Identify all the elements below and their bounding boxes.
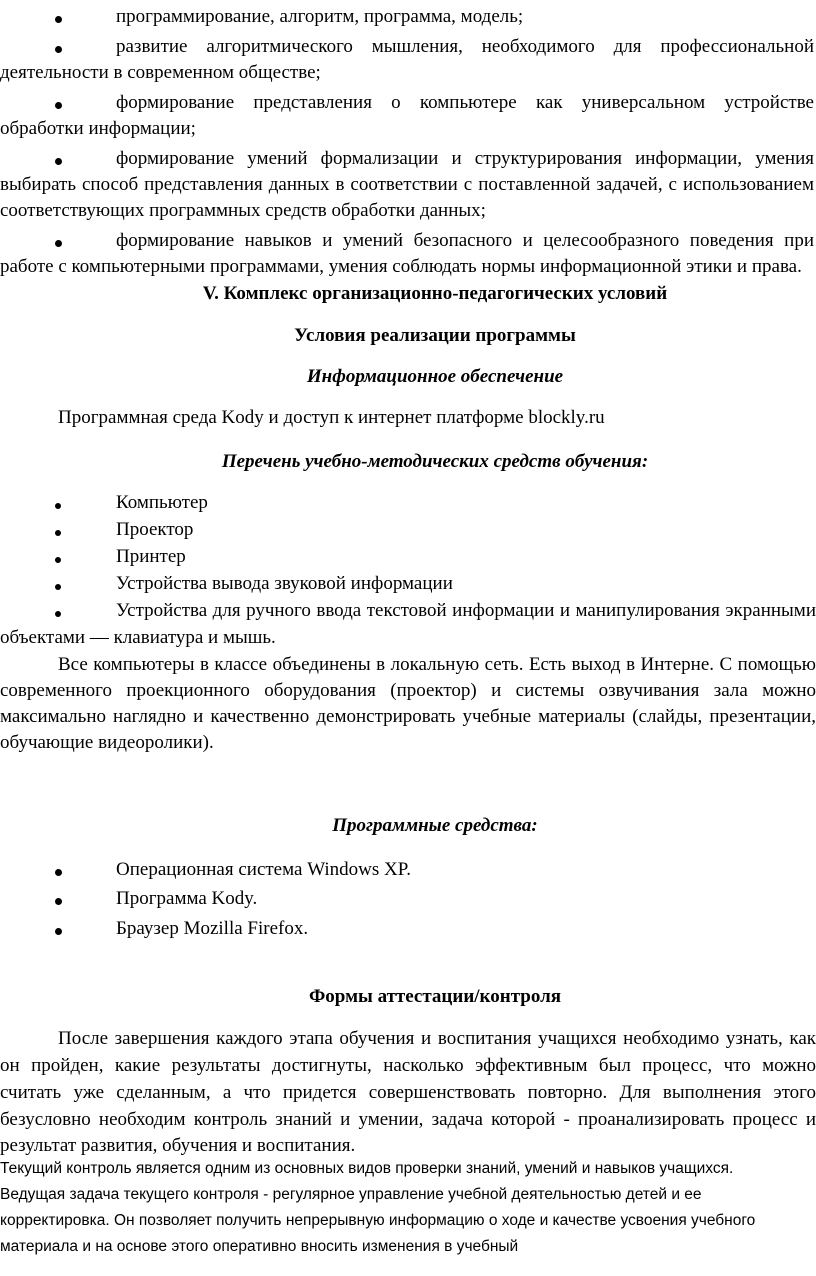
goal-item	[0, 230, 816, 256]
tool-item	[0, 519, 816, 545]
info-title: Информационное обеспечение	[306, 366, 564, 387]
software-text: Браузер Mozilla Firefox.	[116, 918, 309, 939]
goal-text-cont: обработки информации;	[0, 118, 196, 139]
bullet-icon	[55, 16, 62, 23]
software-text: Операционная система Windows XP.	[116, 859, 411, 880]
bullet-icon	[55, 869, 62, 876]
tool-text: Компьютер	[116, 492, 208, 513]
current-para-line: корректировка. Он позволяет получить непрерывную информацию о ходе и качестве усвоения учебного	[0, 1212, 756, 1229]
bullet-icon	[55, 611, 61, 617]
tool-text: Устройства вывода звуковой информации	[116, 573, 453, 594]
forms-para-line: безусловно необходим контроль знаний и умении, задача которой - проанализировать процесс и	[0, 1109, 816, 1130]
current-para-line: Текущий контроль является одним из основных видов проверки знаний, умений и навыков учащихся.	[0, 1160, 734, 1177]
current-para-line: материала и на основе этого оперативно вносить изменения в учебный	[0, 1238, 519, 1255]
goal-text-cont: выбирать способ представления данных в соответствии с поставленной задачей, с использованием	[0, 174, 814, 195]
conditions-title: Условия реализации программы	[294, 325, 576, 346]
goal-text-cont: деятельности в современном обществе;	[0, 62, 321, 83]
tool-item	[0, 492, 816, 518]
forms-para-line: результат развития, обучения и воспитания.	[0, 1135, 356, 1156]
bullet-icon	[55, 928, 62, 935]
goal-item	[0, 148, 816, 174]
forms-para-line: он пройден, какие результаты достигнуты, насколько эффективным был процесс, что можно	[0, 1055, 816, 1076]
software-item	[0, 859, 816, 885]
network-para-line: максимально наглядно и качественно демонстрировать учебные материалы (слайды, презентации,	[0, 706, 816, 727]
goal-text-cont: работе с компьютерными программами, умения соблюдать нормы информационной этики и права.	[0, 256, 802, 277]
bullet-icon	[55, 557, 61, 563]
forms-para-line: считать уже сделанным, а что придется совершенствовать повторно. Для выполнения этого	[0, 1082, 816, 1103]
bullet-icon	[55, 503, 61, 509]
forms-title: Формы аттестации/контроля	[308, 986, 562, 1007]
tool-item	[0, 546, 816, 572]
goal-text: программирование, алгоритм, программа, модель;	[116, 6, 524, 27]
tool-item	[0, 600, 816, 626]
bullet-icon	[55, 240, 62, 247]
tool-text: Принтер	[116, 546, 186, 567]
current-para-line: Ведущая задача текущего контроля - регулярное управление учебной деятельностью детей и ее	[0, 1186, 702, 1203]
bullet-icon	[55, 898, 62, 905]
software-item	[0, 918, 816, 944]
network-para-line: современного проекционного оборудования (проектор) и системы озвучивания зала можно	[0, 680, 816, 701]
forms-para-line: После завершения каждого этапа обучения и воспитания учащихся необходимо узнать, как	[58, 1028, 816, 1049]
bullet-icon	[55, 158, 62, 165]
goal-text-cont: соответствующих программных средств обработки данных;	[0, 200, 486, 221]
software-text: Программа Kody.	[116, 888, 258, 909]
tools-title: Перечень учебно-методических средств обучения:	[221, 451, 649, 472]
tool-text-cont: объектами — клавиатура и мышь.	[0, 627, 276, 648]
goal-item	[0, 6, 816, 32]
goal-text: развитие алгоритмического мышления, необходимого для профессиональной	[116, 36, 814, 57]
bullet-icon	[55, 46, 62, 53]
network-para-line: Все компьютеры в классе объединены в локальную сеть. Есть выход в Интерне. С помощью	[58, 654, 816, 675]
goal-text: формирование представления о компьютере как универсальном устройстве	[116, 92, 814, 113]
tool-text: Устройства для ручного ввода текстовой информации и манипулирования экранными	[116, 600, 816, 621]
network-para-line: обучающие видеоролики).	[0, 732, 214, 753]
bullet-icon	[55, 102, 62, 109]
goal-text: формирование навыков и умений безопасного и целесообразного поведения при	[116, 230, 814, 251]
bullet-icon	[55, 530, 61, 536]
software-item	[0, 888, 816, 914]
bullet-icon	[55, 584, 61, 590]
tool-text: Проектор	[116, 519, 194, 540]
section-title: V. Комплекс организационно-педагогических условий	[202, 283, 668, 304]
tool-item	[0, 573, 816, 599]
software-title: Программные средства:	[332, 815, 538, 836]
goal-item	[0, 92, 816, 118]
info-text: Программная среда Kody и доступ к интернет платформе blockly.ru	[58, 407, 605, 428]
goal-item	[0, 36, 816, 62]
goal-text: формирование умений формализации и структурирования информации, умения	[116, 148, 814, 169]
